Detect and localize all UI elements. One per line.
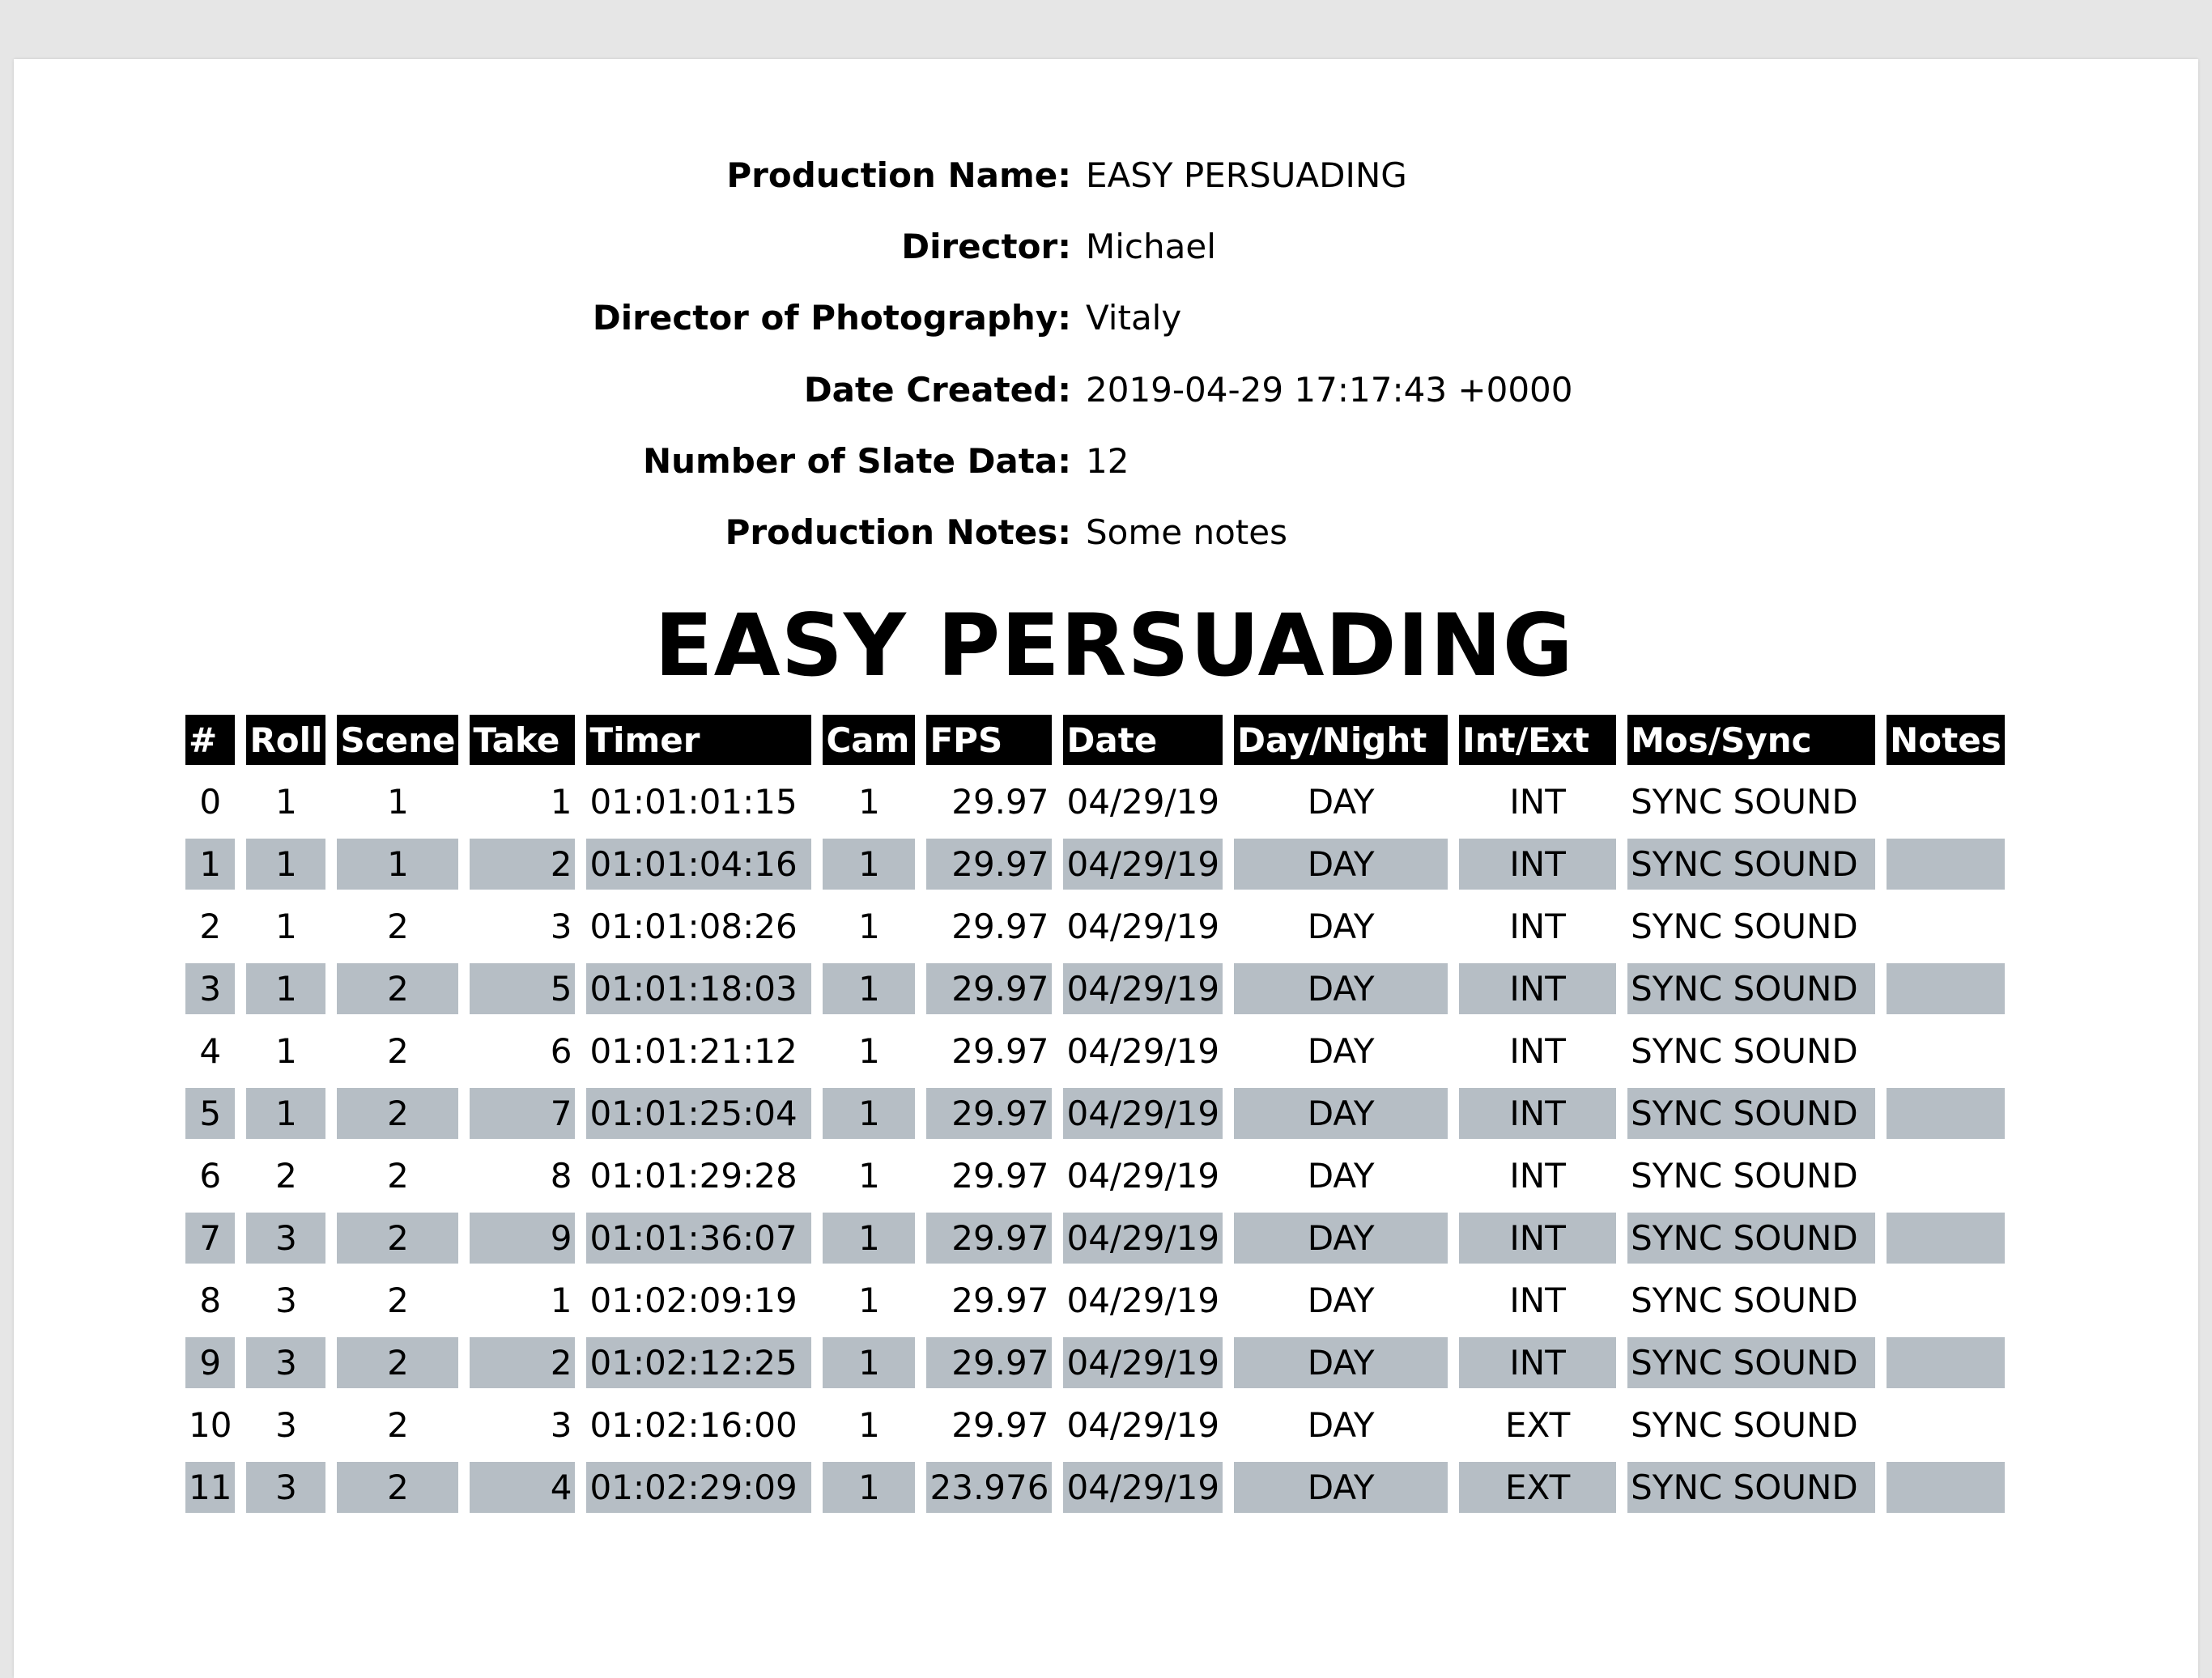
table-cell: 1 xyxy=(275,1031,297,1071)
table-cell: 01:02:16:00 xyxy=(589,1405,798,1445)
table-cell: INT xyxy=(1509,907,1566,946)
table-cell: SYNC SOUND xyxy=(1631,907,1858,946)
table-cell: DAY xyxy=(1307,1031,1375,1071)
table-row xyxy=(185,1275,2005,1326)
table-cell: 1 xyxy=(823,963,915,1014)
table-row xyxy=(185,1400,2005,1451)
table-cell: 1 xyxy=(550,1281,572,1320)
table-cell: SYNC SOUND xyxy=(1631,782,1858,822)
table-cell: 6 xyxy=(550,1031,572,1071)
meta-label: Number of Slate Data: xyxy=(642,440,1071,481)
table-cell: 01:01:29:28 xyxy=(589,1156,798,1196)
column-header: Take xyxy=(470,715,575,765)
table-cell: SYNC SOUND xyxy=(1627,1337,1875,1388)
table-cell: 04/29/19 xyxy=(1063,1088,1223,1139)
table-cell: SYNC SOUND xyxy=(1627,963,1875,1014)
table-cell xyxy=(1887,839,2005,890)
table-cell: 8 xyxy=(550,1156,572,1196)
column-header: FPS xyxy=(926,715,1052,765)
table-cell: 2 xyxy=(337,1337,458,1388)
table-cell xyxy=(1887,1213,2005,1264)
table-cell: DAY xyxy=(1234,1462,1448,1513)
table-cell xyxy=(1887,776,2005,827)
column-header: Date xyxy=(1063,715,1223,765)
table-cell: INT xyxy=(1459,1088,1616,1139)
table-cell: 29.97 xyxy=(951,1031,1049,1071)
table-cell: 2 xyxy=(337,1213,458,1264)
table-cell: 2 xyxy=(470,1337,575,1388)
table-cell: 4 xyxy=(199,1031,222,1071)
table-cell xyxy=(1887,1337,2005,1388)
table-cell: 04/29/19 xyxy=(1066,907,1220,946)
table-cell xyxy=(1887,901,2005,952)
table-row xyxy=(185,1088,2005,1139)
table-cell: 6 xyxy=(199,1156,222,1196)
table-cell: 1 xyxy=(246,963,325,1014)
table-cell: 1 xyxy=(337,839,458,890)
table-cell: SYNC SOUND xyxy=(1627,839,1875,890)
table-cell: 1 xyxy=(858,782,880,822)
table-cell: 9 xyxy=(185,1337,235,1388)
table-cell: 29.97 xyxy=(951,907,1049,946)
table-cell: 29.97 xyxy=(926,963,1052,1014)
table-cell: 5 xyxy=(185,1088,235,1139)
table-cell: SYNC SOUND xyxy=(1627,1088,1875,1139)
table-cell: 4 xyxy=(470,1462,575,1513)
table-cell: 8 xyxy=(199,1281,222,1320)
table-cell: 29.97 xyxy=(951,1405,1049,1445)
table-row xyxy=(185,1026,2005,1077)
table-row xyxy=(185,1462,2005,1513)
table-cell: INT xyxy=(1509,1031,1566,1071)
table-cell: 2 xyxy=(337,963,458,1014)
table-cell xyxy=(1887,1400,2005,1451)
column-header: Timer xyxy=(586,715,811,765)
table-cell: DAY xyxy=(1307,1405,1375,1445)
table-cell: 01:01:04:16 xyxy=(586,839,811,890)
table-cell: 3 xyxy=(246,1462,325,1513)
table-cell: DAY xyxy=(1307,1156,1375,1196)
table-cell: INT xyxy=(1459,963,1616,1014)
table-cell: 9 xyxy=(470,1213,575,1264)
table-cell: 7 xyxy=(185,1213,235,1264)
table-cell: DAY xyxy=(1307,907,1375,946)
table-cell: 1 xyxy=(185,839,235,890)
table-cell: 2 xyxy=(337,1088,458,1139)
table-cell: 1 xyxy=(387,782,409,822)
table-cell: 1 xyxy=(823,1462,915,1513)
table-cell: 2 xyxy=(470,839,575,890)
column-header: Int/Ext xyxy=(1459,715,1616,765)
table-cell: 1 xyxy=(246,1088,325,1139)
table-cell: 29.97 xyxy=(951,1281,1049,1320)
table-cell: 1 xyxy=(858,1156,880,1196)
table-cell: 1 xyxy=(858,1031,880,1071)
table-cell: DAY xyxy=(1234,1213,1448,1264)
table-cell: 29.97 xyxy=(926,839,1052,890)
meta-row-date-created xyxy=(14,369,2198,440)
table-cell: DAY xyxy=(1234,1088,1448,1139)
table-cell: INT xyxy=(1459,1213,1616,1264)
table-cell: DAY xyxy=(1234,963,1448,1014)
table-cell: 29.97 xyxy=(926,1213,1052,1264)
table-cell: 04/29/19 xyxy=(1063,1462,1223,1513)
table-cell: 3 xyxy=(246,1213,325,1264)
table-cell: SYNC SOUND xyxy=(1627,1213,1875,1264)
meta-label: Date Created: xyxy=(803,369,1071,410)
table-cell: 29.97 xyxy=(926,1337,1052,1388)
table-cell: 1 xyxy=(275,907,297,946)
table-cell: 1 xyxy=(823,839,915,890)
table-cell: 01:01:36:07 xyxy=(586,1213,811,1264)
table-cell: SYNC SOUND xyxy=(1631,1031,1858,1071)
table-cell: 04/29/19 xyxy=(1066,1031,1220,1071)
table-cell: 2 xyxy=(387,907,409,946)
table-cell: 29.97 xyxy=(951,782,1049,822)
table-cell: 1 xyxy=(550,782,572,822)
meta-value: EASY PERSUADING xyxy=(1086,155,1407,195)
table-cell xyxy=(1887,1150,2005,1201)
column-header: Notes xyxy=(1887,715,2005,765)
meta-label: Production Name: xyxy=(726,155,1071,195)
table-cell: 2 xyxy=(387,1031,409,1071)
production-info xyxy=(14,155,2198,583)
meta-label: Director: xyxy=(901,227,1071,267)
table-cell: 1 xyxy=(823,1337,915,1388)
meta-row-production-notes xyxy=(14,512,2198,583)
table-cell: 01:01:08:26 xyxy=(589,907,798,946)
table-cell: 1 xyxy=(275,782,297,822)
table-cell: 1 xyxy=(858,907,880,946)
table-cell xyxy=(1887,1462,2005,1513)
meta-value: Some notes xyxy=(1086,512,1287,552)
table-cell: 29.97 xyxy=(926,1088,1052,1139)
meta-value: 12 xyxy=(1086,440,1129,481)
table-row xyxy=(185,1337,2005,1388)
meta-row-production-name xyxy=(14,155,2198,226)
table-cell: 0 xyxy=(199,782,222,822)
table-cell: 3 xyxy=(275,1405,297,1445)
table-cell: 01:01:18:03 xyxy=(586,963,811,1014)
table-cell: INT xyxy=(1459,839,1616,890)
table-cell: 2 xyxy=(387,1281,409,1320)
document-page xyxy=(14,59,2198,1678)
meta-row-director xyxy=(14,226,2198,297)
column-header: Scene xyxy=(337,715,458,765)
table-cell: 01:01:01:15 xyxy=(589,782,798,822)
column-header: Roll xyxy=(246,715,325,765)
column-header: Mos/Sync xyxy=(1627,715,1875,765)
table-cell: 3 xyxy=(550,907,572,946)
table-cell: INT xyxy=(1459,1337,1616,1388)
meta-row-director-of-photography xyxy=(14,297,2198,368)
table-cell xyxy=(1887,1088,2005,1139)
column-header: # xyxy=(185,715,235,765)
meta-label: Director of Photography: xyxy=(592,298,1071,338)
table-cell: 2 xyxy=(199,907,222,946)
table-cell: 04/29/19 xyxy=(1063,1337,1223,1388)
table-cell: DAY xyxy=(1234,1337,1448,1388)
meta-value: Michael xyxy=(1086,227,1216,267)
table-cell: 04/29/19 xyxy=(1063,839,1223,890)
table-row xyxy=(185,1213,2005,1264)
table-cell xyxy=(1887,1026,2005,1077)
table-cell: 5 xyxy=(470,963,575,1014)
table-cell: 10 xyxy=(189,1405,232,1445)
table-cell: 01:01:25:04 xyxy=(586,1088,811,1139)
table-cell: 04/29/19 xyxy=(1066,1405,1220,1445)
table-cell: 2 xyxy=(337,1462,458,1513)
table-cell: 3 xyxy=(185,963,235,1014)
table-cell: DAY xyxy=(1234,839,1448,890)
meta-value: Vitaly xyxy=(1086,298,1182,338)
table-cell: 7 xyxy=(470,1088,575,1139)
table-cell: INT xyxy=(1509,1156,1566,1196)
table-cell xyxy=(1887,1275,2005,1326)
table-cell: 1 xyxy=(823,1088,915,1139)
table-cell: 3 xyxy=(550,1405,572,1445)
table-row xyxy=(185,1150,2005,1201)
table-cell: 1 xyxy=(246,839,325,890)
table-cell: 2 xyxy=(387,1156,409,1196)
table-cell: 04/29/19 xyxy=(1063,1213,1223,1264)
table-cell: 1 xyxy=(858,1281,880,1320)
table-cell: 01:02:09:19 xyxy=(589,1281,798,1320)
table-cell: SYNC SOUND xyxy=(1627,1462,1875,1513)
meta-label: Production Notes: xyxy=(725,512,1071,552)
table-row xyxy=(185,901,2005,952)
column-header: Day/Night xyxy=(1234,715,1448,765)
table-cell: 04/29/19 xyxy=(1063,963,1223,1014)
table-cell: 04/29/19 xyxy=(1066,1281,1220,1320)
table-row xyxy=(185,839,2005,890)
meta-row-slate-count xyxy=(14,440,2198,512)
table-cell: SYNC SOUND xyxy=(1631,1156,1858,1196)
table-cell: DAY xyxy=(1307,782,1375,822)
table-cell: 01:02:12:25 xyxy=(586,1337,811,1388)
page-title: EASY PERSUADING xyxy=(654,596,1574,695)
table-cell: 11 xyxy=(185,1462,235,1513)
table-cell: 2 xyxy=(387,1405,409,1445)
table-cell: DAY xyxy=(1307,1281,1375,1320)
table-cell: INT xyxy=(1509,1281,1566,1320)
table-cell: 1 xyxy=(858,1405,880,1445)
table-cell: INT xyxy=(1509,782,1566,822)
table-cell: 29.97 xyxy=(951,1156,1049,1196)
table-cell: 23.976 xyxy=(926,1462,1052,1513)
table-cell: EXT xyxy=(1459,1462,1616,1513)
table-cell: 01:02:29:09 xyxy=(586,1462,811,1513)
table-cell: SYNC SOUND xyxy=(1631,1281,1858,1320)
meta-value: 2019-04-29 17:17:43 +0000 xyxy=(1086,369,1573,410)
table-row xyxy=(185,963,2005,1014)
table-cell: 04/29/19 xyxy=(1066,782,1220,822)
table-cell: 3 xyxy=(275,1281,297,1320)
table-cell: 1 xyxy=(823,1213,915,1264)
table-cell: 04/29/19 xyxy=(1066,1156,1220,1196)
table-cell: 3 xyxy=(246,1337,325,1388)
table-cell: 2 xyxy=(275,1156,297,1196)
table-cell: 01:01:21:12 xyxy=(589,1031,798,1071)
table-cell: EXT xyxy=(1505,1405,1571,1445)
table-cell: SYNC SOUND xyxy=(1631,1405,1858,1445)
table-cell xyxy=(1887,963,2005,1014)
column-header: Cam xyxy=(823,715,915,765)
slate-table xyxy=(174,703,2016,1524)
table-row xyxy=(185,776,2005,827)
table-header-row xyxy=(185,715,2005,765)
table-body xyxy=(185,776,2005,1513)
